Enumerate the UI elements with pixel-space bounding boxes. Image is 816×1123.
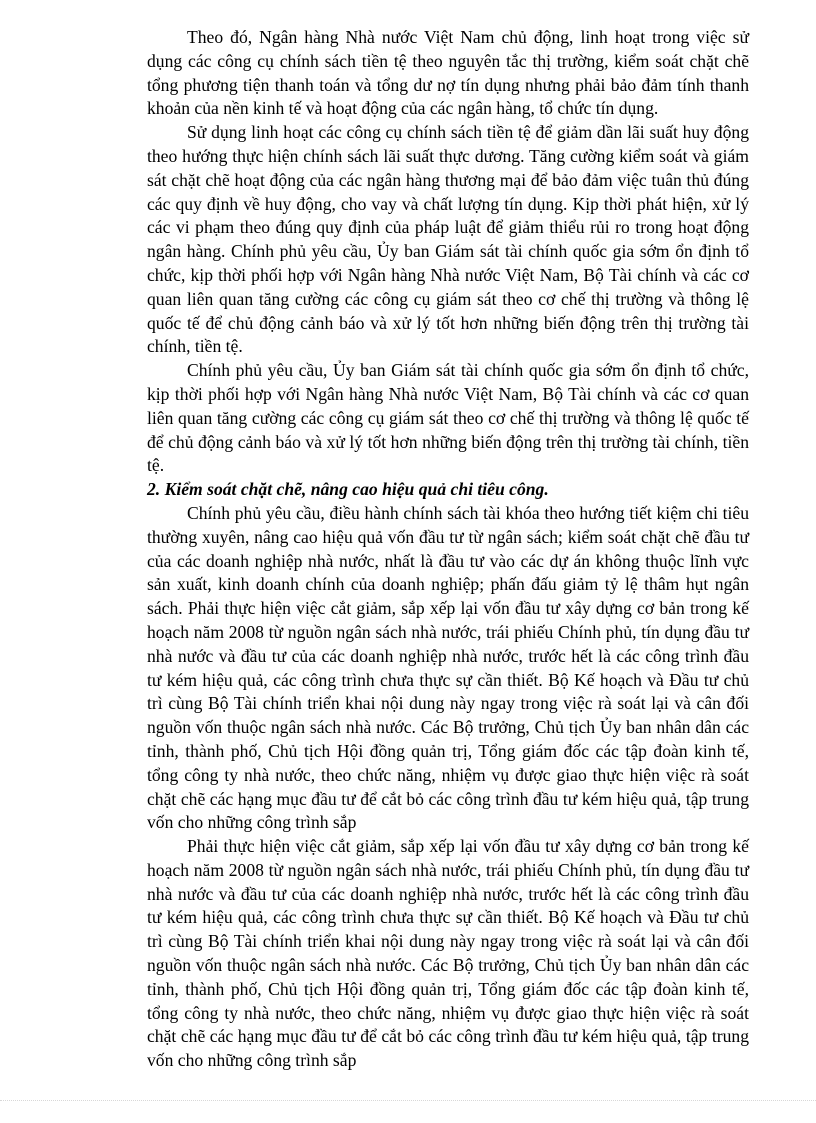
- section-heading-text: 2. Kiểm soát chặt chẽ, nâng cao hiệu quả chi tiêu công: [147, 479, 545, 500]
- section-heading: [147, 478, 749, 502]
- paragraph-monetary-policy: Theo đó, Ngân hàng Nhà nước Việt Nam chủ động, linh hoạt trong việc sử dụng các công cụ chính sách tiền tệ theo nguyên tắc thị trường, kiểm soát chặt chẽ tổng phương tiện thanh toán và tổng dư nợ tín dụng nhưng phải bảo đảm tính thanh khoản của nền kinh tế và hoạt động của các ngân hàng, tổ chức tín dụng.: [147, 27, 749, 119]
- paragraph-investment-cuts: Phải thực hiện việc cắt giảm, sắp xếp lại vốn đầu tư xây dựng cơ bản trong kế hoạch năm 2008 từ nguồn ngân sách nhà nước, trái phiếu Chính phủ, tín dụng đầu tư nhà nước và đầu tư của các doanh nghiệp nhà nước, trước hết là các công trình đầu tư kém hiệu quả, các công trình chưa thực sự cần thiết. Bộ Kế hoạch và Đầu tư chủ trì cùng Bộ Tài chính triển khai nội dung này ngay trong việc rà soát lại và cân đối nguồn vốn thuộc ngân sách nhà nước. Các Bộ trưởng, Chủ tịch Ủy ban nhân dân các tỉnh, thành phố, Chủ tịch Hội đồng quản trị, Tổng giám đốc các tập đoàn kinh tế, tổng công ty nhà nước, theo chức năng, nhiệm vụ được giao thực hiện việc rà soát chặt chẽ các hạng mục đầu tư để cắt bỏ các công trình đầu tư kém hiệu quả, tập trung vốn cho những công trình sắp: [147, 836, 749, 1071]
- paragraph-interest-rate: Sử dụng linh hoạt các công cụ chính sách tiền tệ để giảm dần lãi suất huy động theo hướng thực hiện chính sách lãi suất thực dương. Tăng cường kiểm soát và giám sát chặt chẽ hoạt động của các ngân hàng thương mại để bảo đảm việc tuân thủ đúng các quy định về huy động, cho vay và chất lượng tín dụng. Kịp thời phát hiện, xử lý các vi phạm theo đúng quy định của pháp luật để giảm thiểu rủi ro trong hoạt động ngân hàng. Chính phủ yêu cầu, Ủy ban Giám sát tài chính quốc gia sớm ổn định tổ chức, kịp thời phối hợp với Ngân hàng Nhà nước Việt Nam, Bộ Tài chính và các cơ quan liên quan tăng cường các công cụ giám sát theo cơ chế thị trường và thông lệ quốc tế để chủ động cảnh báo và xử lý tốt hơn những biến động trên thị trường tài chính, tiền tệ.: [147, 122, 749, 357]
- section-heading-period: .: [544, 479, 549, 500]
- paragraph-financial-supervision: Chính phủ yêu cầu, Ủy ban Giám sát tài chính quốc gia sớm ổn định tổ chức, kịp thời phối hợp với Ngân hàng Nhà nước Việt Nam, Bộ Tài chính và các cơ quan liên quan tăng cường các công cụ giám sát theo cơ chế thị trường và thông lệ quốc tế để chủ động cảnh báo và xử lý tốt hơn những biến động trên thị trường tài chính, tiền tệ.: [147, 360, 749, 476]
- document-page: [147, 26, 749, 1073]
- page-bottom-divider: [0, 1100, 816, 1101]
- paragraph-fiscal-policy: Chính phủ yêu cầu, điều hành chính sách tài khóa theo hướng tiết kiệm chi tiêu thường xuyên, nâng cao hiệu quả vốn đầu tư từ ngân sách; kiểm soát chặt chẽ đầu tư của các doanh nghiệp nhà nước, nhất là đầu tư vào các dự án không thuộc lĩnh vực sản xuất, kinh doanh chính của doanh nghiệp; phấn đấu giảm tỷ lệ thâm hụt ngân sách. Phải thực hiện việc cắt giảm, sắp xếp lại vốn đầu tư xây dựng cơ bản trong kế hoạch năm 2008 từ nguồn ngân sách nhà nước, trái phiếu Chính phủ, tín dụng đầu tư nhà nước và đầu tư của các doanh nghiệp nhà nước, trước hết là các công trình đầu tư kém hiệu quả, các công trình chưa thực sự cần thiết. Bộ Kế hoạch và Đầu tư chủ trì cùng Bộ Tài chính triển khai nội dung này ngay trong việc rà soát lại và cân đối nguồn vốn thuộc ngân sách nhà nước. Các Bộ trưởng, Chủ tịch Ủy ban nhân dân các tỉnh, thành phố, Chủ tịch Hội đồng quản trị, Tổng giám đốc các tập đoàn kinh tế, tổng công ty nhà nước, theo chức năng, nhiệm vụ được giao thực hiện việc rà soát chặt chẽ các hạng mục đầu tư để cắt bỏ các công trình đầu tư kém hiệu quả, tập trung vốn cho những công trình sắp: [147, 502, 749, 833]
